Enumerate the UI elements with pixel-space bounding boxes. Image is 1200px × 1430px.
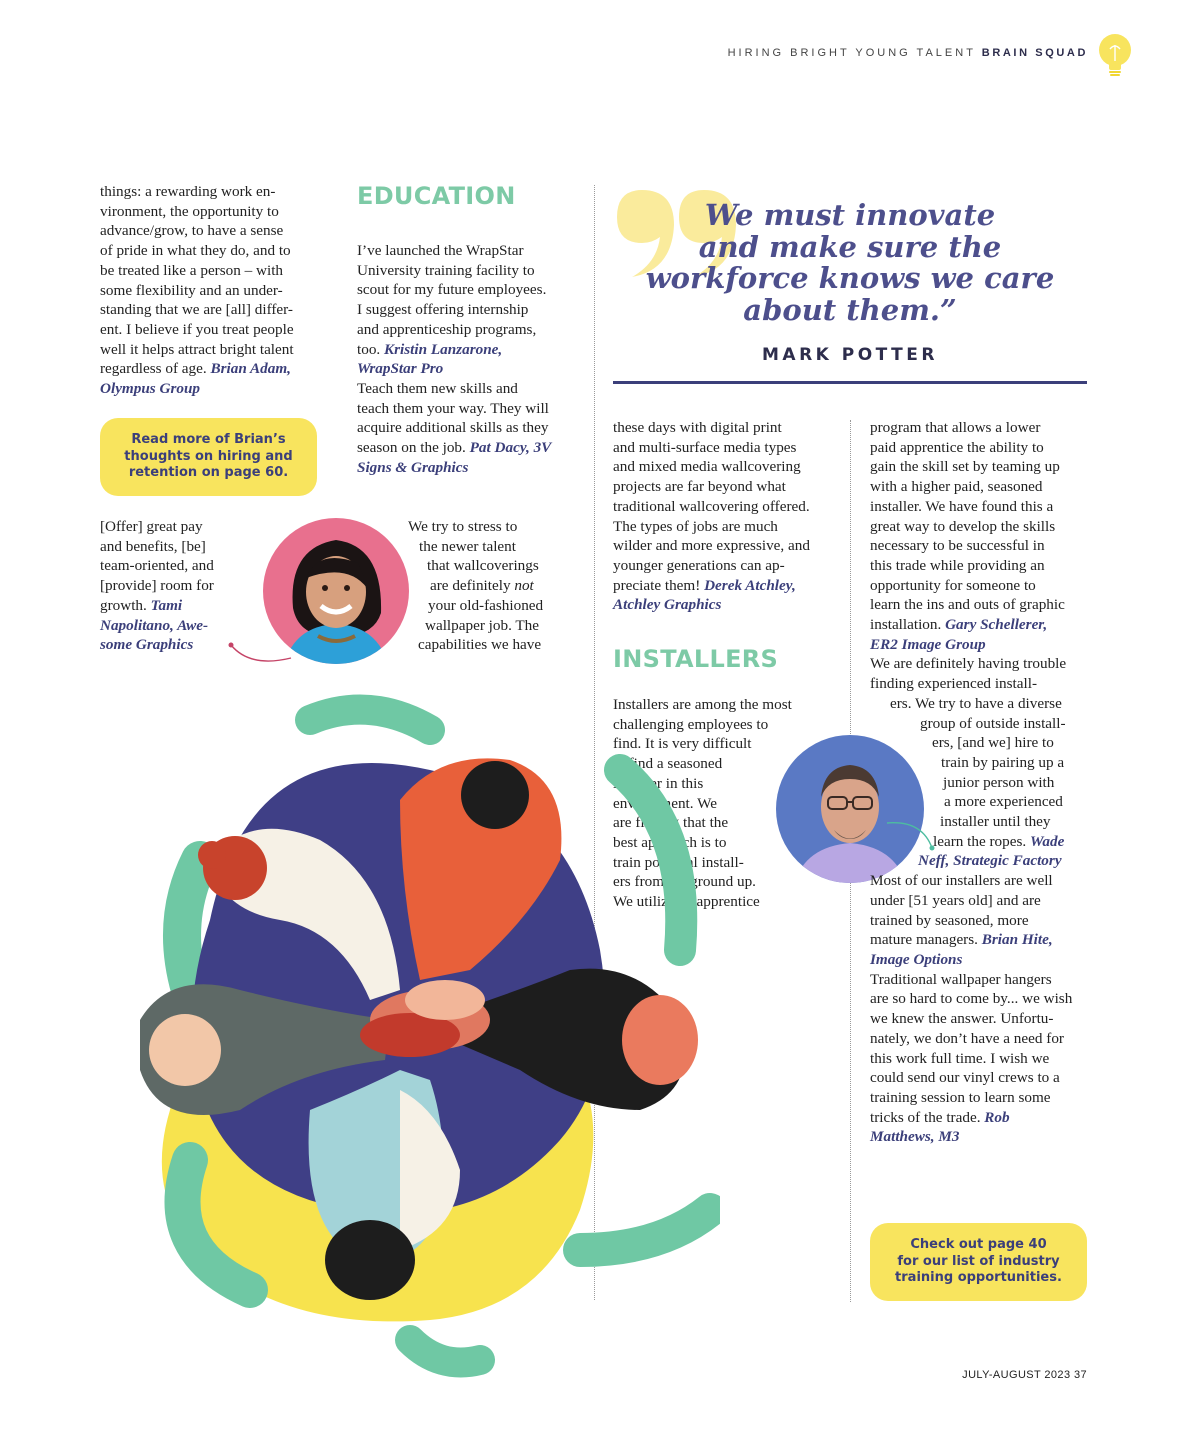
- text-line: we knew the answer. Unfortu-: [870, 1010, 1054, 1028]
- text-line: challenging employees to: [613, 715, 769, 733]
- text-line: preciate them!: [613, 576, 701, 594]
- callout-line: for our list of industry: [897, 1253, 1060, 1269]
- text-line: program that allows a lower: [870, 419, 1041, 436]
- attribution-company: ER2 Image Group: [870, 635, 986, 653]
- text-line: We try to stress to: [408, 518, 518, 535]
- attribution: Wade: [1030, 832, 1065, 850]
- text-line: training session to learn some: [870, 1088, 1051, 1106]
- text-line: We utilize an apprentice: [613, 893, 760, 911]
- text-line: installer in this: [613, 774, 704, 792]
- text-line: learn the ropes.: [933, 832, 1027, 850]
- text-line: tricks of the trade.: [870, 1108, 981, 1126]
- text-line: and mixed media wallcovering: [613, 458, 801, 476]
- text-line: season on the job.: [357, 439, 466, 457]
- attribution-company: Neff, Strategic Factory: [918, 852, 1062, 870]
- quote-rule: [613, 381, 1087, 384]
- text-line: We are definitely having trouble: [870, 655, 1067, 673]
- callout-line: Read more of Brian’s: [131, 432, 286, 448]
- text-line: well it helps attract bright talent: [100, 340, 294, 358]
- text-line: necessary to be successful in: [870, 537, 1045, 555]
- text-line: are definitely: [430, 577, 511, 595]
- running-header: [728, 47, 1088, 59]
- text-line: scout for my future employees.: [357, 281, 547, 299]
- emphasis-text: not: [514, 577, 534, 595]
- attribution-company: Olympus Group: [100, 380, 201, 398]
- attribution-company: Matthews, M3: [870, 1128, 960, 1146]
- text-line: I suggest offering internship: [357, 301, 529, 319]
- text-line: are so hard to come by... we wish: [870, 990, 1073, 1008]
- text-line: finding experienced install-: [870, 675, 1038, 693]
- quote-line: and make sure the: [698, 229, 1002, 264]
- pull-quote: [640, 200, 1060, 326]
- text-line: train potential install-: [613, 853, 744, 871]
- text-line: I’ve launched the WrapStar: [357, 242, 524, 259]
- check-out-callout[interactable]: [870, 1223, 1087, 1301]
- text-line: best approach is to: [613, 833, 727, 851]
- text-line: learn the ins and outs of graphic: [870, 596, 1065, 614]
- text-line: the newer talent: [419, 537, 516, 555]
- text-line: junior person with: [943, 773, 1055, 791]
- text-line: that wallcoverings: [427, 557, 539, 575]
- attribution: Gary Schellerer,: [945, 616, 1048, 634]
- brian-adam-quote: [100, 182, 322, 399]
- text-line: train by pairing up a: [941, 753, 1065, 771]
- column-4: [870, 418, 1090, 1147]
- quote-line: workforce knows we care: [645, 261, 1055, 295]
- text-line: Installers are among the most: [613, 696, 792, 713]
- text-line: ers. We try to have a diverse: [890, 694, 1062, 712]
- text-line: projects are far beyond what: [613, 478, 786, 496]
- attribution: Derek Atchley,: [704, 576, 796, 594]
- text-line: and multi-surface media types: [613, 438, 797, 456]
- callout-line: Check out page 40: [910, 1237, 1047, 1253]
- text-line: advance/grow, to have a sense: [100, 222, 284, 240]
- text-line: some flexibility and an under-: [100, 281, 283, 299]
- attribution: Napolitano, Awe-: [100, 616, 209, 634]
- quote-line: about them.”: [743, 292, 957, 327]
- page-number: 37: [1073, 1369, 1087, 1381]
- text-line: to find a seasoned: [613, 755, 723, 773]
- text-line: team-oriented, and: [100, 557, 214, 575]
- text-line: great way to develop the skills: [870, 517, 1056, 535]
- text-line: traditional wallcovering offered.: [613, 497, 810, 515]
- text-line: Most of our installers are well: [870, 872, 1053, 890]
- attribution: Pat Dacy, 3V: [469, 439, 552, 457]
- text-line: growth.: [100, 596, 147, 614]
- attribution: Brian Hite,: [981, 931, 1053, 949]
- tami-napolitano-quote: [100, 517, 265, 655]
- text-line: opportunity for someone to: [870, 576, 1036, 594]
- callout-line: retention on page 60.: [128, 465, 289, 481]
- text-line: under [51 years old] and are: [870, 891, 1041, 909]
- text-line: installer. We have found this a: [870, 497, 1054, 515]
- text-line: Teach them new skills and: [357, 379, 518, 397]
- text-line: group of outside install-: [920, 714, 1066, 732]
- quote-author: MARK POTTER: [762, 345, 938, 365]
- read-more-callout[interactable]: [100, 418, 317, 496]
- text-line: Traditional wallpaper hangers: [870, 970, 1052, 988]
- text-line: too.: [357, 340, 381, 358]
- attribution-company: WrapStar Pro: [357, 360, 444, 378]
- connector-line: [225, 640, 295, 670]
- text-line: of pride in what they do, and to: [100, 242, 291, 260]
- education-heading: EDUCATION: [357, 182, 516, 210]
- callout-line: training opportunities.: [895, 1270, 1062, 1286]
- text-line: your old-fashioned: [428, 596, 544, 614]
- text-line: [Offer] great pay: [100, 518, 203, 535]
- text-line: installation.: [870, 616, 942, 634]
- teamwork-hands-illustration: [100, 690, 720, 1395]
- text-line: and apprenticeship programs,: [357, 320, 537, 338]
- callout-line: thoughts on hiring and: [124, 448, 293, 464]
- text-line: [provide] room for: [100, 577, 214, 595]
- text-line: these days with digital print: [613, 419, 782, 436]
- text-line: installer until they: [940, 813, 1051, 831]
- text-line: capabilities we have: [418, 636, 542, 654]
- wade-neff-quote: [870, 654, 1090, 871]
- attribution: Brian Adam,: [210, 360, 291, 378]
- text-line: regardless of age.: [100, 360, 207, 378]
- text-line: a more experienced: [944, 793, 1063, 811]
- text-line: acquire additional skills as they: [357, 419, 549, 437]
- text-line: The types of jobs are much: [613, 517, 778, 535]
- text-line: paid apprentice the ability to: [870, 438, 1044, 456]
- text-line: trained by seasoned, more: [870, 911, 1029, 929]
- attribution-company: some Graphics: [100, 636, 194, 654]
- text-line: with a higher paid, seasoned: [870, 478, 1043, 496]
- text-line: teach them your way. They will: [357, 399, 549, 417]
- text-line: University training facility to: [357, 261, 535, 279]
- quote-line: We must innovate: [704, 198, 996, 232]
- text-line: are finding that the: [613, 814, 729, 832]
- attribution-company: Image Options: [870, 950, 963, 968]
- text-line: and benefits, [be]: [100, 537, 206, 555]
- text-line: ers from the ground up.: [613, 873, 756, 891]
- text-line: ers, [and we] hire to: [932, 734, 1054, 752]
- section-label: HIRING BRIGHT YOUNG TALENT: [727, 47, 976, 59]
- text-line: could send our vinyl crews to a: [870, 1069, 1060, 1087]
- installers-section: [613, 645, 778, 673]
- wallcoverings-quote: [400, 517, 580, 655]
- text-line: gain the skill set by teaming up: [870, 458, 1060, 476]
- attribution-company: Signs & Graphics: [357, 458, 469, 476]
- text-line: wilder and more expressive, and: [613, 537, 810, 555]
- text-line: wallpaper job. The: [425, 616, 540, 634]
- attribution: Rob: [984, 1108, 1010, 1126]
- column-2: [357, 182, 579, 210]
- text-line: standing that we are [all] differ-: [100, 301, 293, 319]
- text-line: nately, we don’t have a need for: [870, 1029, 1064, 1047]
- installers-heading: INSTALLERS: [613, 645, 779, 673]
- text-line: this work full time. I wish we: [870, 1049, 1050, 1067]
- column-1: [100, 182, 322, 399]
- brand-label: BRAIN SQUAD: [981, 47, 1088, 59]
- text-line: mature managers.: [870, 931, 978, 949]
- text-line: things: a rewarding work en-: [100, 183, 276, 200]
- text-line: younger generations can ap-: [613, 556, 785, 574]
- text-line: find. It is very difficult: [613, 735, 752, 753]
- attribution-company: Atchley Graphics: [613, 596, 722, 614]
- attribution: Kristin Lanzarone,: [384, 340, 503, 358]
- column-3: [613, 418, 838, 615]
- issue-date: JULY-AUGUST 2023: [962, 1369, 1071, 1381]
- education-text: [357, 241, 579, 477]
- text-line: vironment, the opportunity to: [100, 202, 279, 220]
- attribution: Tami: [150, 596, 183, 614]
- page-footer: [962, 1369, 1087, 1381]
- portrait-photo-woman: [263, 518, 409, 664]
- text-line: this trade while providing an: [870, 556, 1045, 574]
- portrait-illustration: [263, 518, 409, 664]
- text-line: be treated like a person – with: [100, 261, 284, 279]
- lightbulb-icon: [1097, 33, 1133, 77]
- text-line: ent. I believe if you treat people: [100, 320, 294, 338]
- text-line: environment. We: [613, 794, 717, 812]
